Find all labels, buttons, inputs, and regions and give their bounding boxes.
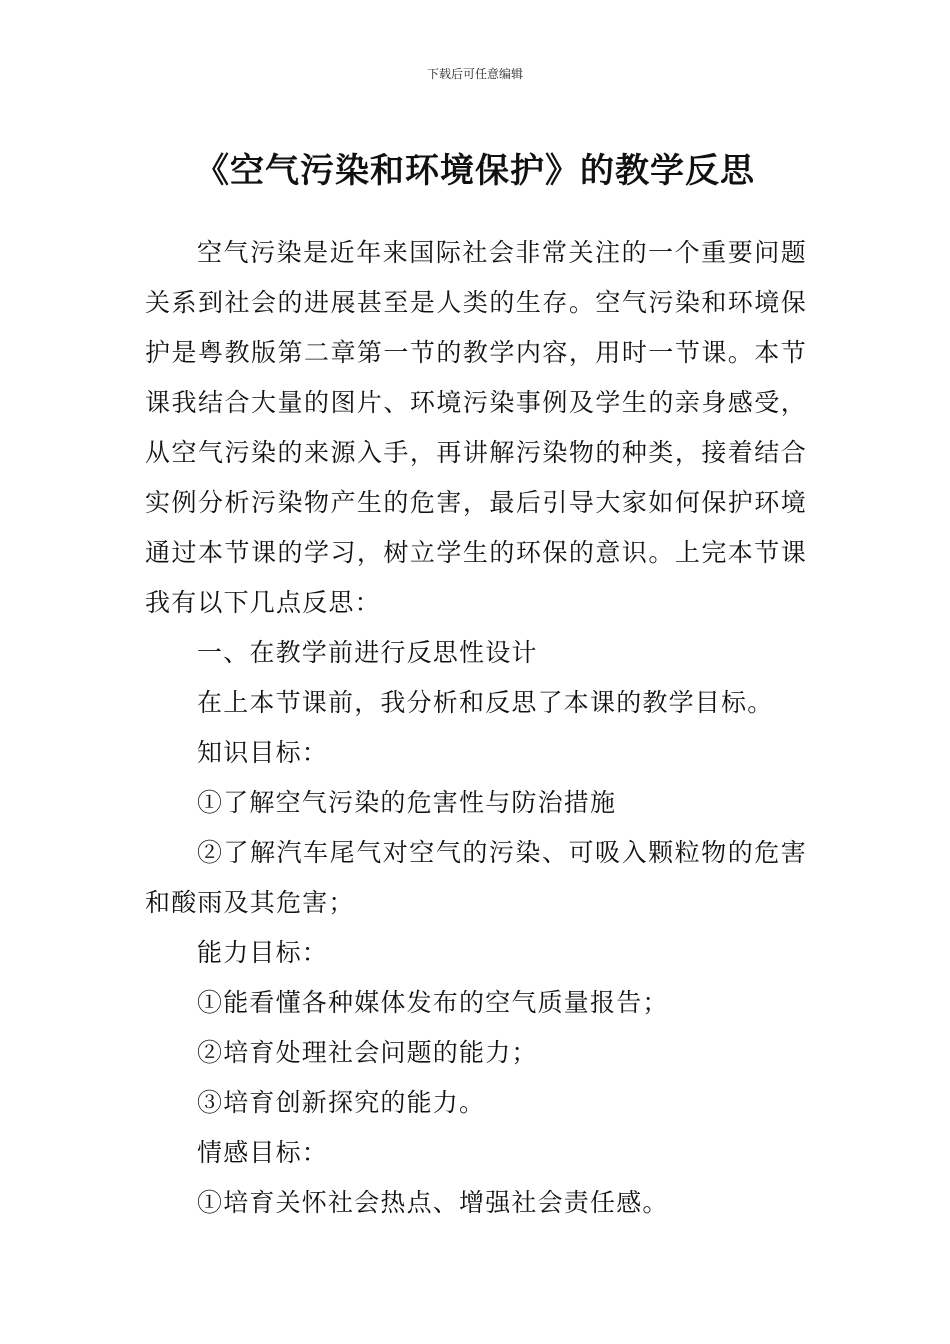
goal-heading-knowledge: 知识目标： xyxy=(197,738,329,767)
paragraph-intro: 空气污染是近年来国际社会非常关注的一个重要问题关系到社会的进展甚至是人类的生存。空气污染和环境保护是粤教版第二章第一节的教学内容，用时一节课。本节课我结合大量的图片、环境污染事例及学生的亲身感受，从空气污染的来源入手，再讲解污染物的种类，接着结合实例分析污染物产生的危害，最后引导大家如何保护环境通过本节课的学习，树立学生的环保的意识。上完本节课我有以下几点反思： xyxy=(145,238,807,617)
header-note: 下载后可任意编辑 xyxy=(426,67,523,81)
goal-item: ③培育创新探究的能力。 xyxy=(197,1088,486,1117)
goal-heading-ability: 能力目标： xyxy=(197,938,329,967)
goal-item: ①培育关怀社会热点、增强社会责任感。 xyxy=(197,1188,669,1217)
document-title: 《空气污染和环境保护》的教学反思 xyxy=(195,150,755,191)
section-heading-1: 一、在教学前进行反思性设计 xyxy=(197,638,538,667)
goal-item: ①了解空气污染的危害性与防治措施 xyxy=(197,788,617,817)
goal-heading-emotion: 情感目标： xyxy=(197,1138,329,1167)
paragraph: 在上本节课前，我分析和反思了本课的教学目标。 xyxy=(197,688,774,717)
goal-item: ②了解汽车尾气对空气的污染、可吸入颗粒物的危害和酸雨及其危害； xyxy=(145,838,807,917)
goal-item: ①能看懂各种媒体发布的空气质量报告； xyxy=(197,988,669,1017)
goal-item: ②培育处理社会问题的能力； xyxy=(197,1038,538,1067)
document-body xyxy=(145,228,807,1228)
